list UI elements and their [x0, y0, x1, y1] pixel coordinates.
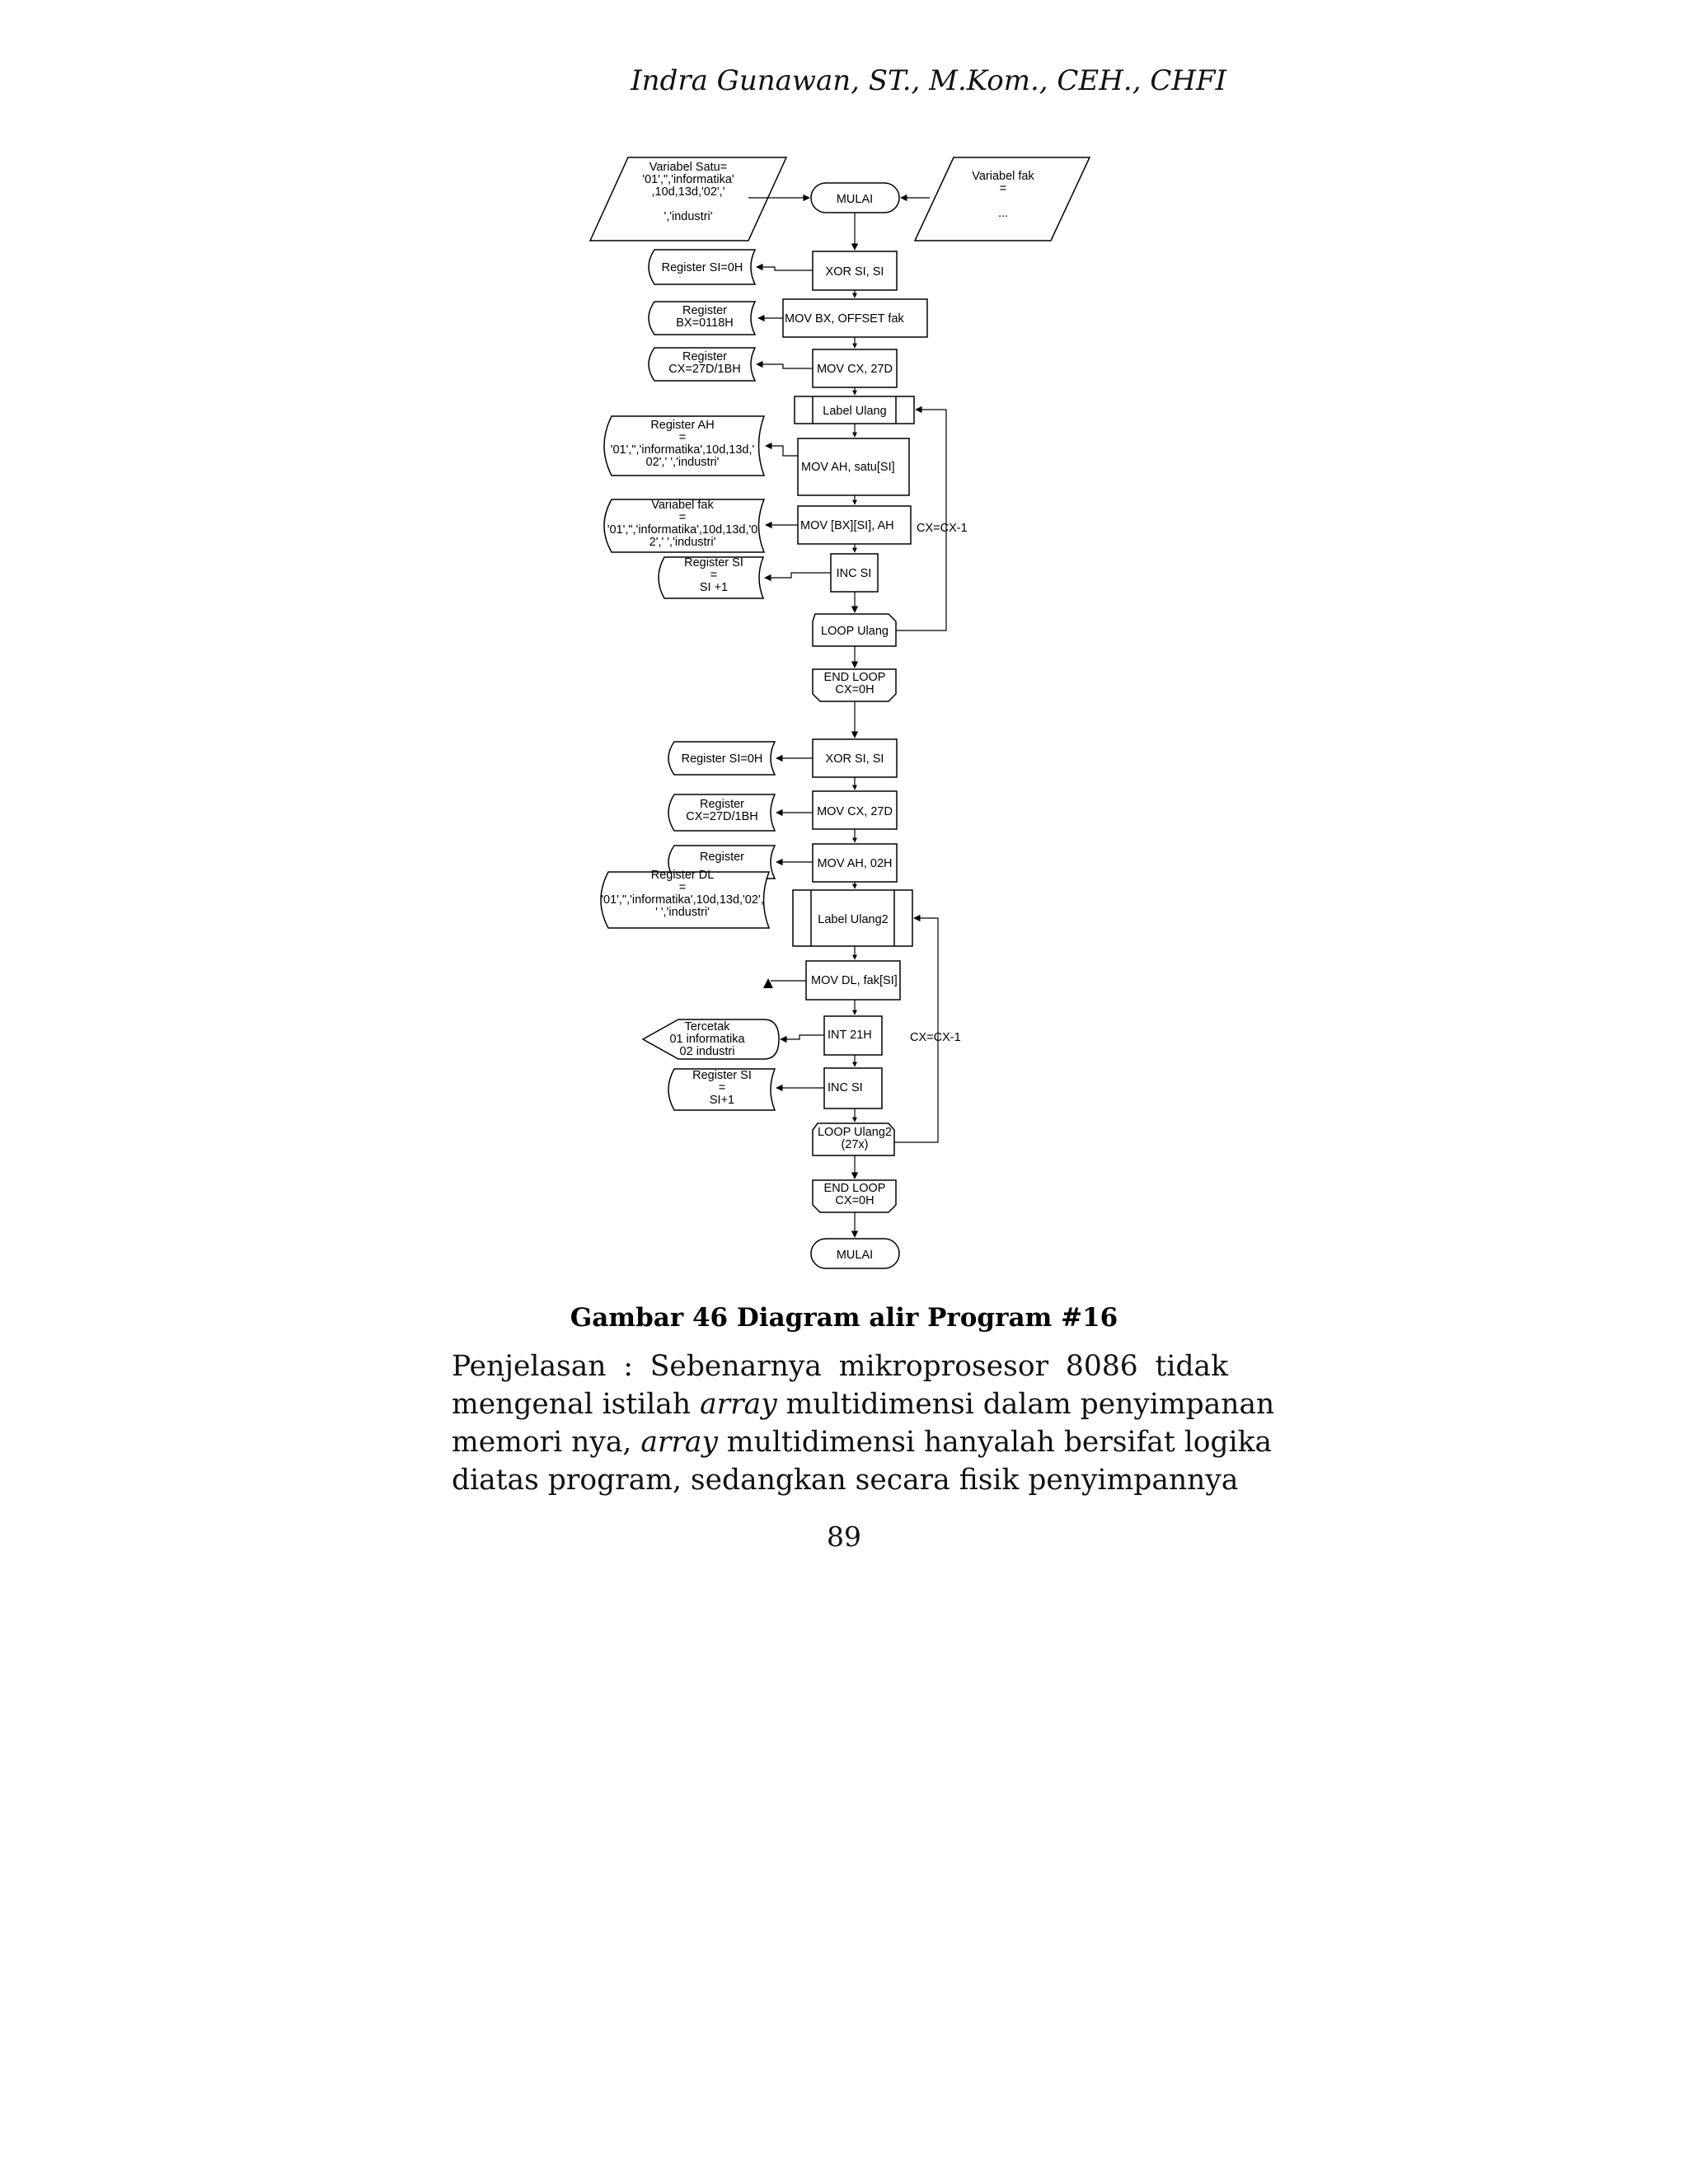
flow-node-tercetak: Tercetak 01 informatika 02 industri: [669, 1020, 745, 1058]
paragraph-line-4: diatas program, sedangkan secara fisik penyimpannya: [452, 1464, 1239, 1497]
emphasis-array: array: [700, 1388, 777, 1421]
flow-node-var-fak: Variabel fak = ...: [972, 170, 1034, 220]
flow-node-reg-dl: Register DL = '01',",'informatika',10d,13d,'02', ' ','industri': [601, 869, 764, 919]
flow-node-end-loop1: END LOOP CX=0H: [823, 671, 886, 696]
flow-node-var-satu: Variabel Satu= '01',",'informatika' ,10d,13d,'02',' ','industri': [642, 161, 734, 223]
paragraph-line-2: mengenal istilah array multidimensi dalam penyimpanan: [452, 1388, 1275, 1421]
page-number: 89: [827, 1521, 861, 1553]
flow-node-loop-ulang: LOOP Ulang: [821, 625, 889, 638]
paragraph-line-3: memori nya, array multidimensi hanyalah bersifat logika: [452, 1426, 1273, 1459]
flow-node-mov-cx1: MOV CX, 27D: [817, 363, 893, 376]
running-header: Indra Gunawan, ST., M.Kom., CEH., CHFI: [631, 64, 1226, 97]
flow-node-reg-bx: Register BX=0118H: [676, 304, 734, 330]
flow-node-reg-cx1: Register CX=27D/1BH: [668, 350, 741, 376]
paragraph-line-1: Penjelasan : Sebenarnya mikroprosesor 8086 tidak: [452, 1350, 1228, 1383]
flow-node-inc-si1: INC SI: [836, 567, 872, 580]
flow-node-xor2: XOR SI, SI: [825, 752, 884, 766]
flow-node-loop-ulang2: LOOP Ulang2 (27x): [817, 1126, 893, 1151]
flow-node-end-loop2: END LOOP CX=0H: [823, 1182, 886, 1207]
flow-node-mov-ah-02: MOV AH, 02H: [817, 857, 893, 870]
emphasis-array: array: [640, 1426, 718, 1459]
flow-node-mov-bx-si: MOV [BX][SI], AH: [800, 519, 894, 532]
flow-node-reg-si-inc2: Register SI = SI+1: [692, 1069, 752, 1107]
flow-node-reg-ah02: Register: [700, 851, 744, 864]
explanation-paragraph: [452, 1347, 1275, 1499]
flow-node-reg-ah: Register AH = '01',",'informatika',10d,13d,' 02',' ','industri': [610, 419, 755, 469]
loop-counter-label: CX=CX-1: [917, 522, 968, 535]
flow-node-label-ulang2: Label Ulang2: [818, 913, 889, 926]
flow-node-mov-cx2: MOV CX, 27D: [817, 805, 893, 818]
flow-node-int21: INT 21H: [828, 1029, 872, 1042]
flow-node-mov-ah-satu: MOV AH, satu[SI]: [801, 461, 895, 474]
flow-node-reg-si2: Register SI=0H: [681, 752, 763, 766]
flow-node-mov-bx: MOV BX, OFFSET fak: [785, 312, 904, 326]
flow-node-inc-si2: INC SI: [828, 1081, 863, 1094]
figure-caption: Gambar 46 Diagram alir Program #16: [570, 1303, 1118, 1333]
flow-node-reg-si1: Register SI=0H: [661, 261, 743, 274]
flow-node-xor1: XOR SI, SI: [825, 265, 884, 279]
flow-node-reg-si-inc1: Register SI = SI +1: [684, 556, 743, 594]
flow-node-mov-dl: MOV DL, fak[SI]: [811, 974, 898, 987]
flow-node-end: MULAI: [836, 1249, 874, 1262]
flow-node-var-fak2: Variabel fak = '01',",'informatika',10d,13d,'0 2',' ','industri': [607, 499, 758, 549]
flow-node-label-ulang: Label Ulang: [823, 405, 887, 418]
flow-node-reg-cx2: Register CX=27D/1BH: [686, 798, 758, 823]
loop-counter-label: CX=CX-1: [910, 1031, 961, 1044]
flow-node-start: MULAI: [836, 193, 874, 206]
